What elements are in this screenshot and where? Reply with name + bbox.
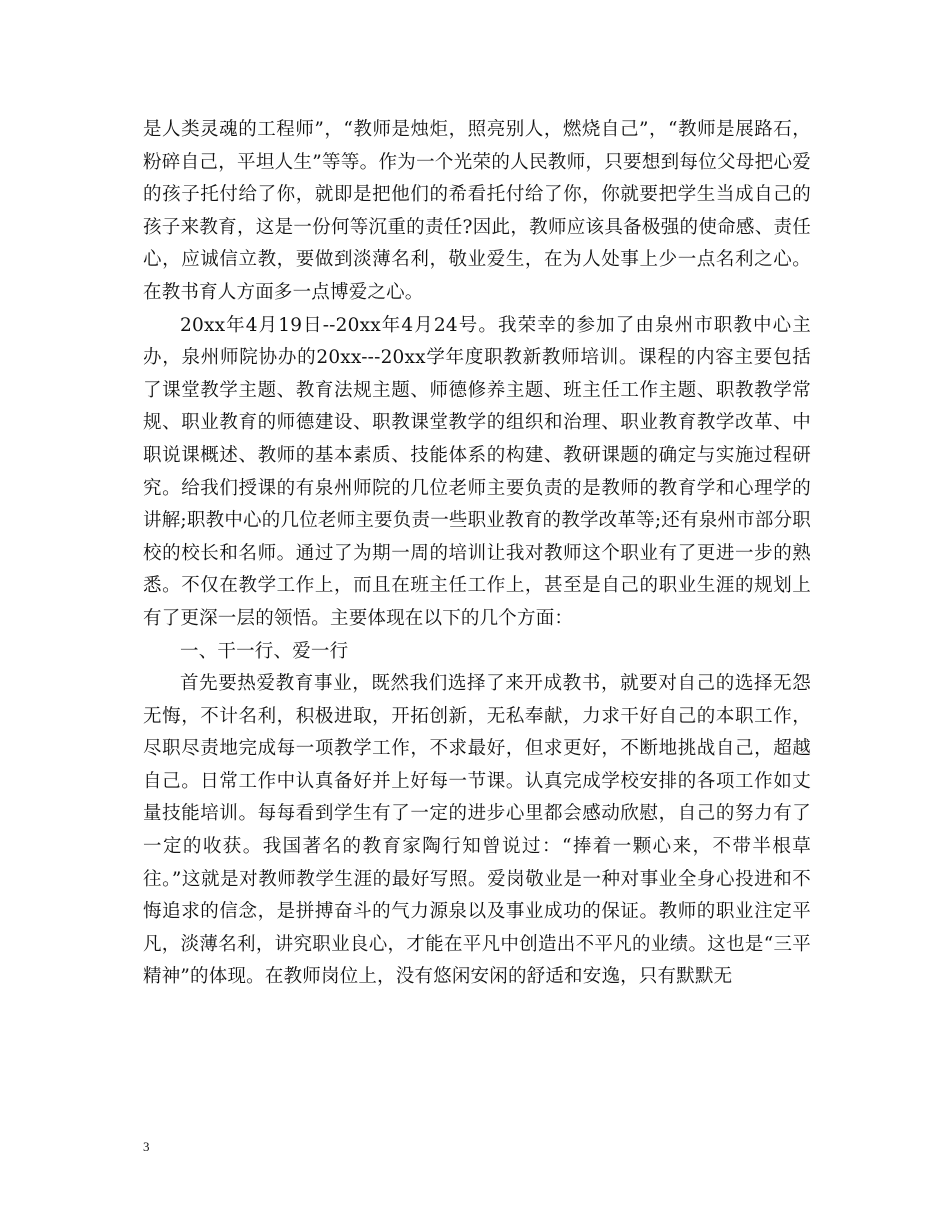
paragraph-training-summary: 20xx年4月19日--20xx年4月24号。我荣幸的参加了由泉州市职教中心主办，泉州师院协办的20xx---20xx学年度职教新教师培训。课程的内容主要包括了课堂教学主题、教育法规主题、师德修养主题、班主任工作主题、职教教学常规、职业教育的师德建设、职教课堂教学的组织和治理、职业教育教学改革、中职说课概述、教师的基本素质、技能体系的构建、教研课题的确定与实施过程研究。给我们授课的有泉州师院的几位老师主要负责的是教师的教育学和心理学的讲解;职教中心的几位老师主要负责一些职业教育的教学改革等;还有泉州市部分职校的校长和名师。通过了为期一周的培训让我对教师这个职业有了更进一步的熟悉。不仅在教学工作上，而且在班主任工作上，甚至是自己的职业生涯的规划上有了更深一层的领悟。主要体现在以下的几个方面： xyxy=(143,314,811,629)
body-text xyxy=(143,114,811,994)
page-number: 3 xyxy=(143,1139,150,1154)
paragraph-love-education: 首先要热爱教育事业，既然我们选择了来开成教书，就要对自己的选择无怨无悔，不计名利，积极进取，开拓创新，无私奉献，力求干好自己的本职工作，尽职尽责地完成每一项教学工作，不求最好，但求更好，不断地挑战自己，超越自己。日常工作中认真备好并上好每一节课。认真完成学校安排的各项工作如丈量技能培训。每每看到学生有了一定的进步心里都会感动欣慰，自己的努力有了一定的收获。我国著名的教育家陶行知曾说过：“捧着一颗心来，不带半根草往。”这就是对教师教学生涯的最好写照。爱岗敬业是一种对事业全身心投进和不悔追求的信念，是拼搏奋斗的气力源泉以及事业成功的保证。教师的职业注定平凡，淡薄名利，讲究职业良心，才能在平凡中创造出不平凡的业绩。这也是“三平精神”的体现。在教师岗位上，没有悠闲安闲的舒适和安逸，只有默默无 xyxy=(143,673,811,988)
section-heading-love-the-job: 一、干一行、爱一行 xyxy=(180,640,349,662)
paragraph-intro-continuation: 是人类灵魂的工程师”，“教师是烛炬，照亮别人，燃烧自己”，“教师是展路石，粉碎自己，平坦人生”等等。作为一个光荣的人民教师，只要想到每位父母把心爱的孩子托付给了你，就即是把他们的希看托付给了你，你就要把学生当成自己的孩子来教育，这是一份何等沉重的责任?因此，教师应该具备极强的使命感、责任心，应诚信立教，要做到淡薄名利，敬业爱生，在为人处事上少一点名利之心。在教书育人方面多一点博爱之心。 xyxy=(143,119,811,303)
